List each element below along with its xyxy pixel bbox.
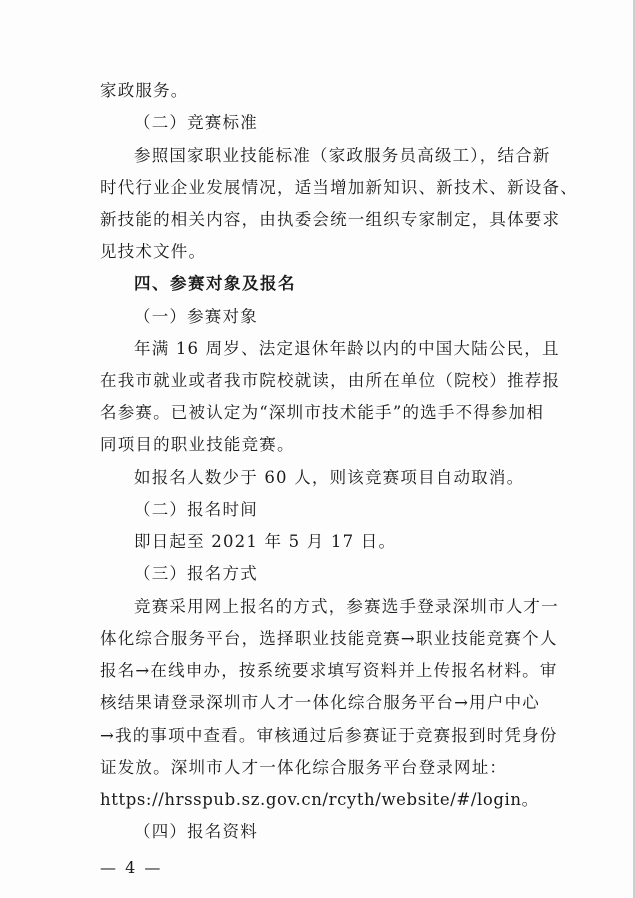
text-line: 如报名人数少于 60 人，则该竞赛项目自动取消。 — [134, 468, 525, 487]
text-line: 在我市就业或者我市院校就读，由所在单位（院校）推荐报 — [100, 371, 561, 390]
text-line: 竞赛采用网上报名的方式，参赛选手登录深圳市人才一 — [134, 597, 559, 616]
text-line: 参照国家职业技能标准（家政服务员高级工），结合新 — [134, 146, 551, 165]
page-number: — 4 — — [100, 858, 163, 877]
section-subheading: （四）报名资料 — [134, 822, 258, 841]
section-heading: 四、参赛对象及报名 — [134, 274, 296, 293]
section-subheading: （一）参赛对象 — [134, 307, 258, 326]
section-subheading: （二）竞赛标准 — [134, 113, 258, 132]
text-line: →我的事项中查看。审核通过后参赛证于竞赛报到时凭身份 — [100, 726, 558, 745]
text-line: 体化综合服务平台，选择职业技能竞赛→职业技能竞赛个人 — [100, 629, 558, 648]
text-line: 见技术文件。 — [100, 242, 207, 261]
url-line: https://hrsspub.sz.gov.cn/rcyth/website/#/login。 — [100, 790, 539, 809]
text-line: 家政服务。 — [100, 81, 189, 100]
text-line: 年满 16 周岁、法定退休年龄以内的中国大陆公民，且 — [134, 339, 560, 358]
section-subheading: （三）报名方式 — [134, 564, 258, 583]
section-subheading: （二）报名时间 — [134, 500, 258, 519]
text-line: 报名→在线申办，按系统要求填写资料并上传报名材料。审 — [100, 661, 558, 680]
text-line: 新技能的相关内容，由执委会统一组织专家制定，具体要求 — [100, 210, 561, 229]
text-line: 同项目的职业技能竞赛。 — [100, 435, 295, 454]
text-line: 核结果请登录深圳市人才一体化综合服务平台→用户中心 — [100, 693, 540, 712]
text-line: 证发放。深圳市人才一体化综合服务平台登录网址： — [100, 758, 508, 777]
text-line: 名参赛。已被认定为“深圳市技术能手”的选手不得参加相 — [100, 403, 545, 422]
text-line: 时代行业企业发展情况，适当增加新知识、新技术、新设备、 — [100, 178, 578, 197]
text-line: 即日起至 2021 年 5 月 17 日。 — [134, 532, 397, 551]
